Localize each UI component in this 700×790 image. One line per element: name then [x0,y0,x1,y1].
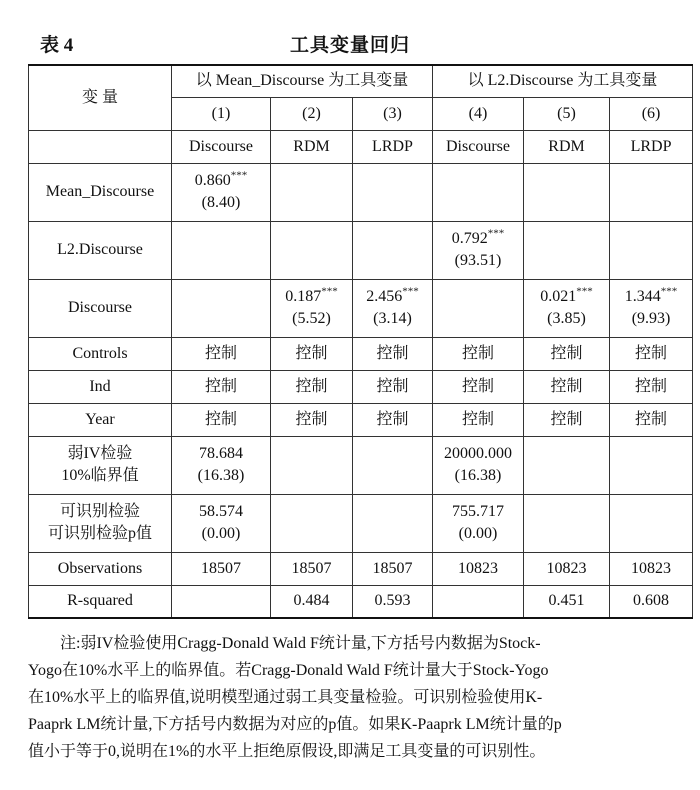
col-number: (5) [524,97,610,130]
row-label: 弱IV检验 10%临界值 [29,436,172,494]
coef-cell: 0.021*** (3.85) [524,279,610,337]
table-row-ind: Ind 控制 控制 控制 控制 控制 控制 [29,370,693,403]
row-label: Ind [29,370,172,403]
dep-var: LRDP [610,130,693,163]
coef-cell: 0.187*** (5.52) [271,279,353,337]
table-number: 表 4 [40,35,74,56]
col-number: (6) [610,97,693,130]
table-note [28,630,686,765]
dependent-variable-row [29,130,693,163]
col-number: (3) [353,97,433,130]
variable-header: 变 量 [29,65,172,130]
row-label: Controls [29,337,172,370]
row-label: 可识别检验 可识别检验p值 [29,494,172,552]
col-number: (2) [271,97,353,130]
stat-cell: 58.574 (0.00) [172,494,271,552]
row-label: Discourse [29,279,172,337]
dep-var: RDM [271,130,353,163]
col-number: (4) [433,97,524,130]
table-row-discourse [29,279,693,337]
dep-var-empty [29,130,172,163]
note-line: 注:弱IV检验使用Cragg-Donald Wald F统计量,下方括号内数据为Stock- [60,635,541,652]
dep-var: Discourse [172,130,271,163]
table-title: 工具变量回归 [289,35,410,56]
table-row-rsquared: R-squared 0.484 0.593 0.451 0.608 [29,585,693,618]
table-row-controls: Controls 控制 控制 控制 控制 控制 控制 [29,337,693,370]
row-label: Year [29,403,172,436]
dep-var: LRDP [353,130,433,163]
stat-cell: 78.684 (16.38) [172,436,271,494]
group2-header: 以 L2.Discourse 为工具变量 [433,65,693,97]
note-line: 值小于等于0,说明在1%的水平上拒绝原假设,即满足工具变量的可识别性。 [28,743,546,760]
coef-cell: 2.456*** (3.14) [353,279,433,337]
note-line: Paaprk LM统计量,下方括号内数据为对应的p值。如果K-Paaprk LM统计量的p [28,716,562,733]
header-group-row [29,65,693,97]
note-line: Yogo在10%水平上的临界值。若Cragg-Donald Wald F统计量大于Stock-Yogo [28,662,549,679]
table-row-identification [29,494,693,552]
table-title-row [28,30,672,60]
coef-cell: 0.860*** (8.40) [172,163,271,221]
table-row-year: Year 控制 控制 控制 控制 控制 控制 [29,403,693,436]
dep-var: Discourse [433,130,524,163]
table-row-observations: Observations 18507 18507 18507 10823 10823 10823 [29,552,693,585]
dep-var: RDM [524,130,610,163]
coef-cell: 0.792*** (93.51) [433,221,524,279]
coef-cell: 1.344*** (9.93) [610,279,693,337]
table-row-mean-discourse [29,163,693,221]
row-label: R-squared [29,585,172,618]
row-label: Observations [29,552,172,585]
row-label: Mean_Discourse [29,163,172,221]
col-number: (1) [172,97,271,130]
group1-header: 以 Mean_Discourse 为工具变量 [172,65,433,97]
regression-table [28,64,693,619]
table-row-l2-discourse [29,221,693,279]
stat-cell: 755.717 (0.00) [433,494,524,552]
note-line: 在10%水平上的临界值,说明模型通过弱工具变量检验。可识别检验使用K- [28,689,543,706]
stat-cell: 20000.000 (16.38) [433,436,524,494]
row-label: L2.Discourse [29,221,172,279]
table-row-weak-iv [29,436,693,494]
